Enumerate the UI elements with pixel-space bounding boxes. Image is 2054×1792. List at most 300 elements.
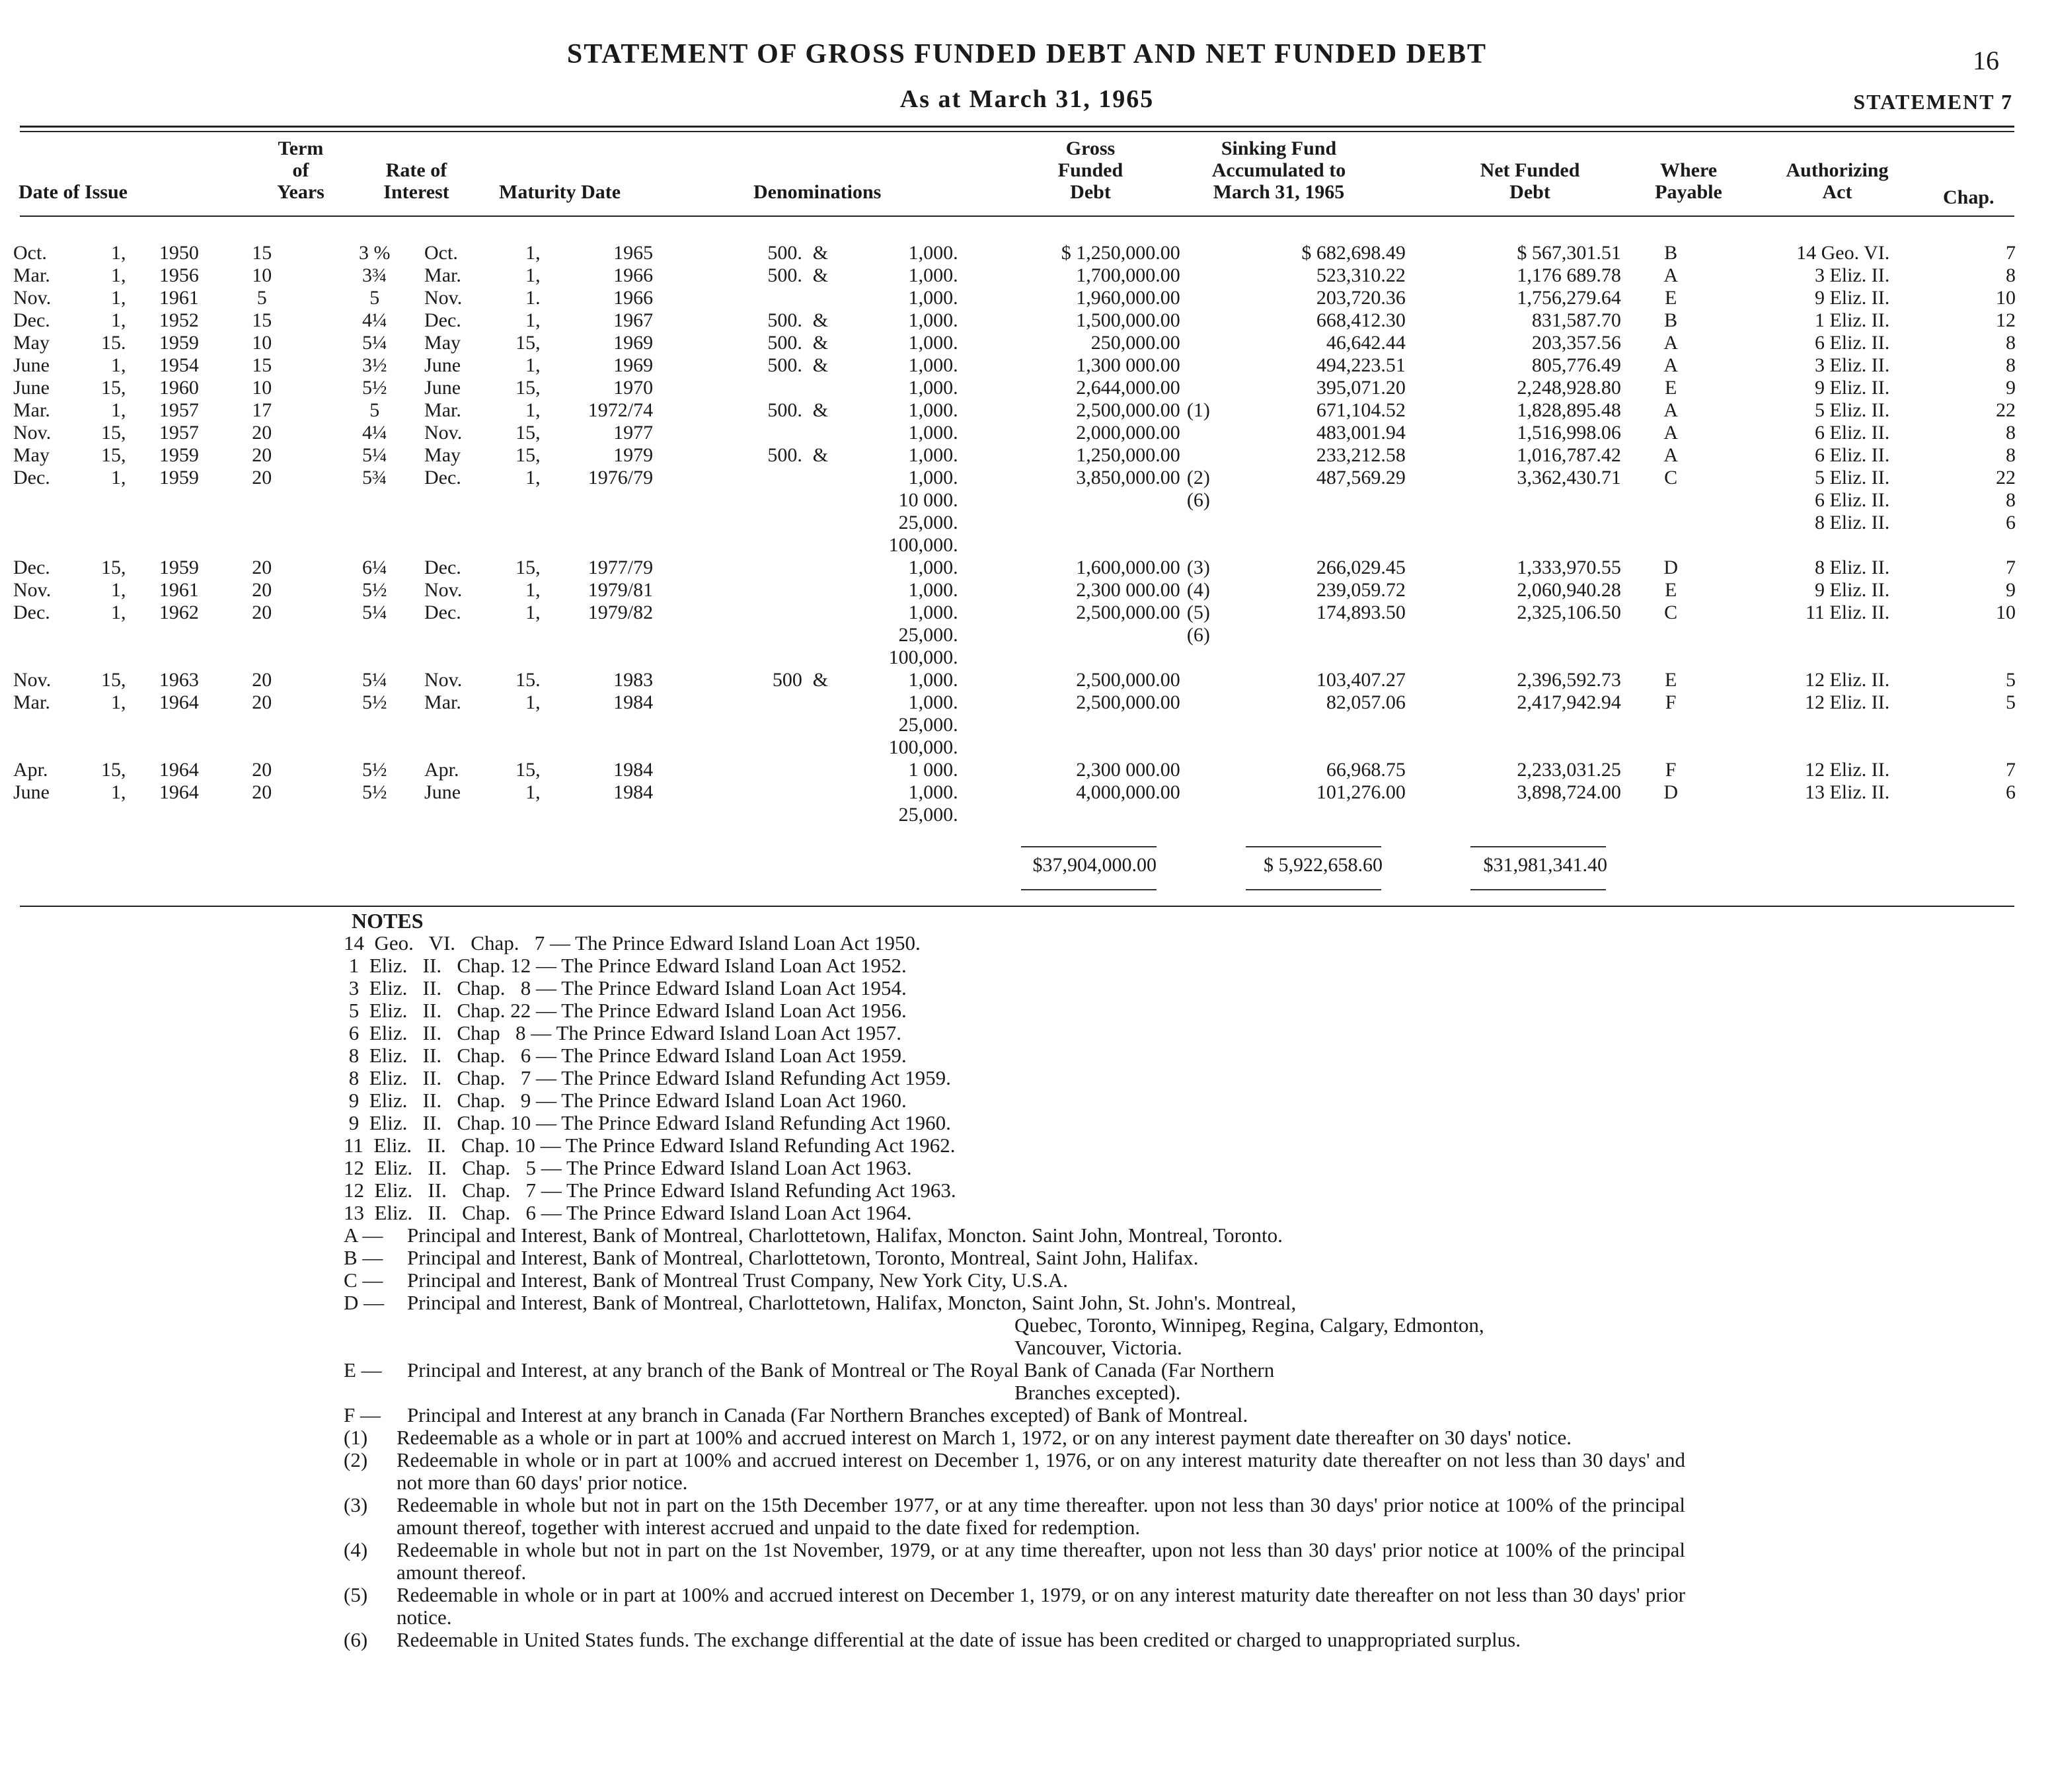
cell-gross: 1,250,000.00 — [1076, 444, 1180, 466]
cell-amp — [802, 691, 839, 714]
table-row — [13, 377, 2016, 399]
cell-term: 20 — [252, 579, 272, 601]
cell-where: D — [1663, 557, 1678, 578]
cell-net: 1,756,279.64 — [1517, 287, 1621, 309]
cell-gn: (1) — [1186, 399, 1210, 421]
cell-net: 2,248,928.80 — [1517, 377, 1621, 399]
cell-term: 17 — [252, 399, 272, 421]
act-note: 9 Eliz. II. Chap. 10 — The Prince Edward Island Refunding Act 1960. — [344, 1111, 951, 1134]
cell-act: 12 Eliz. II. — [1804, 691, 1890, 713]
cell-mm — [424, 714, 490, 736]
cell-amp — [802, 512, 839, 534]
col-net: Net Funded Debt — [1480, 159, 1580, 203]
payable-note — [344, 1247, 2022, 1269]
cell-net: 1,176 689.78 — [1517, 264, 1621, 286]
header-rule-double — [20, 131, 2014, 132]
cell-md: 1, — [525, 467, 541, 488]
cell-mm: Nov. — [424, 669, 463, 691]
footnote — [344, 1449, 2022, 1494]
cell-mm — [424, 804, 490, 826]
cell-d1 — [653, 624, 802, 646]
cell-gn — [1180, 714, 1217, 736]
cell-amp: & — [812, 399, 829, 421]
cell-net: 203,357.56 — [1531, 332, 1621, 354]
cell-id: 1, — [111, 287, 126, 309]
cell-gross: 2,500,000.00 — [1076, 691, 1180, 713]
cell-id: 15, — [101, 422, 126, 444]
cell-where: C — [1664, 467, 1678, 488]
payable-text: Principal and Interest, Bank of Montreal, Charlottetown, Halifax, Moncton, Saint John, St. John's. Montreal, — [407, 1291, 1297, 1314]
cell-chap — [1889, 534, 2016, 557]
cell-im: Nov. — [13, 287, 52, 309]
payable-note — [344, 1359, 2022, 1382]
cell-where: A — [1663, 354, 1678, 376]
cell-mm — [424, 512, 490, 534]
table-row — [13, 489, 2016, 512]
cell-md: 1, — [525, 602, 541, 623]
table-row — [13, 646, 2016, 669]
cell-rate: 5¼ — [362, 669, 387, 691]
cell-sink: 494,223.51 — [1316, 354, 1406, 376]
cell-gn: (2) — [1186, 467, 1210, 488]
header-rule-bottom — [20, 215, 2014, 217]
cell-md: 15, — [515, 759, 541, 781]
cell-iy: 1954 — [159, 354, 199, 376]
act-note: 3 Eliz. II. Chap. 8 — The Prince Edward Island Loan Act 1954. — [344, 976, 907, 999]
cell-amp: & — [812, 444, 829, 466]
total-sinking-fund: $ 5,922,658.60 — [1264, 854, 1383, 876]
cell-md: 1, — [525, 242, 541, 264]
table-row — [13, 624, 2016, 646]
cell-chap: 5 — [2006, 691, 2016, 713]
cell-im — [13, 714, 86, 736]
cell-iy: 1959 — [159, 444, 199, 466]
cell-d2: 1,000. — [908, 242, 958, 264]
cell-chap: 7 — [2006, 759, 2016, 781]
cell-my — [541, 624, 654, 646]
cell-amp: & — [812, 264, 829, 286]
cell-d1 — [653, 534, 802, 557]
footnote-text: Redeemable in United States funds. The exchange differential at the date of issue has been credited or charged to unappropriated surplus. — [397, 1628, 1521, 1651]
cell-gn — [1180, 512, 1217, 534]
cell-rate — [325, 512, 424, 534]
cell-mm: Dec. — [424, 602, 461, 623]
cell-gross: 250,000.00 — [1090, 332, 1180, 354]
cell-d1 — [653, 557, 802, 579]
footnotes-list — [344, 1426, 2022, 1651]
cell-im: June — [13, 354, 50, 376]
cell-iy — [126, 736, 199, 759]
cell-amp — [802, 489, 839, 512]
cell-d1 — [653, 579, 802, 602]
page-number: 16 — [1973, 46, 1999, 75]
cell-mm: Dec. — [424, 467, 461, 488]
cell-d1 — [653, 602, 802, 624]
cell-term: 20 — [252, 444, 272, 466]
footnote-text: Redeemable in whole or in part at 100% and accrued interest on December 1, 1979, or on any interest maturity date thereafter on not less than 30 days' prior notice. — [397, 1583, 1685, 1629]
act-note: 6 Eliz. II. Chap 8 — The Prince Edward Island Loan Act 1957. — [344, 1021, 901, 1044]
cell-my — [541, 512, 654, 534]
cell-d1: 500. — [767, 354, 802, 376]
cell-rate: 5¾ — [362, 467, 387, 488]
cell-where — [1621, 714, 1720, 736]
cell-my: 1967 — [613, 309, 654, 331]
notes-section — [344, 910, 2022, 1651]
cell-md — [490, 736, 540, 759]
cell-amp — [802, 467, 839, 489]
cell-act: 1 Eliz. II. — [1814, 309, 1890, 331]
cell-net: 2,417,942.94 — [1517, 691, 1621, 713]
cell-d2: 1,000. — [908, 287, 958, 309]
footnote — [344, 1539, 2022, 1584]
cell-my: 1979/82 — [588, 602, 654, 623]
cell-iy: 1950 — [159, 242, 199, 264]
cell-iy: 1961 — [159, 287, 199, 309]
col-where-payable: Where Payable — [1655, 159, 1722, 203]
act-note: 1 Eliz. II. Chap. 12 — The Prince Edward Island Loan Act 1952. — [344, 954, 907, 977]
act-note: 8 Eliz. II. Chap. 7 — The Prince Edward Island Refunding Act 1959. — [344, 1066, 951, 1089]
cell-id: 1, — [111, 242, 126, 264]
cell-my: 1977/79 — [588, 557, 654, 578]
cell-sink: 487,569.29 — [1316, 467, 1406, 488]
cell-act — [1720, 534, 1889, 557]
payable-note — [344, 1404, 2022, 1426]
cell-iy: 1963 — [159, 669, 199, 691]
cell-id — [86, 646, 126, 669]
cell-md — [490, 624, 540, 646]
debt-table — [13, 242, 2016, 826]
cell-id: 15, — [101, 557, 126, 578]
payable-note — [344, 1292, 2022, 1314]
cell-act: 8 Eliz. II. — [1814, 512, 1890, 533]
cell-iy: 1956 — [159, 264, 199, 286]
cell-iy — [126, 804, 199, 826]
cell-term — [199, 804, 325, 826]
cell-term — [199, 624, 325, 646]
act-note: 5 Eliz. II. Chap. 22 — The Prince Edward Island Loan Act 1956. — [344, 999, 907, 1022]
cell-act: 11 Eliz. II. — [1806, 602, 1890, 623]
cell-term — [199, 512, 325, 534]
cell-im: May — [13, 332, 50, 354]
cell-act: 6 Eliz. II. — [1814, 332, 1890, 354]
cell-sink — [1217, 489, 1406, 512]
cell-im: Nov. — [13, 579, 52, 601]
cell-where: E — [1664, 287, 1677, 309]
act-note: 13 Eliz. II. Chap. 6 — The Prince Edward Island Loan Act 1964. — [344, 1201, 912, 1224]
payable-text-continued: Quebec, Toronto, Winnipeg, Regina, Calgary, Edmonton, — [1014, 1313, 1484, 1337]
cell-id: 15, — [101, 444, 126, 466]
cell-gross — [958, 736, 1180, 759]
col-chap: Chap. — [1943, 186, 1995, 208]
cell-mm: Mar. — [424, 399, 461, 421]
cell-where: D — [1663, 781, 1678, 803]
cell-im — [13, 624, 86, 646]
cell-net: 1,333,970.55 — [1517, 557, 1621, 578]
col-date-of-issue: Date of Issue — [19, 181, 128, 203]
cell-md: 15, — [515, 557, 541, 578]
cell-net: 805,776.49 — [1531, 354, 1621, 376]
cell-im: Apr. — [13, 759, 48, 781]
cell-d2: 25,000. — [898, 512, 958, 533]
cell-sink — [1217, 512, 1406, 534]
cell-im: Dec. — [13, 467, 50, 488]
cell-amp — [802, 736, 839, 759]
table-row — [13, 691, 2016, 714]
total-rule-sink — [1246, 846, 1381, 847]
cell-act — [1720, 646, 1889, 669]
cell-amp — [802, 804, 839, 826]
cell-iy — [126, 534, 199, 557]
cell-amp: & — [812, 354, 829, 376]
cell-d2: 100,000. — [888, 534, 958, 556]
cell-d2: 1,000. — [908, 332, 958, 354]
cell-gross — [958, 714, 1180, 736]
col-denominations: Denominations — [753, 181, 882, 203]
cell-md — [490, 804, 540, 826]
cell-im: Mar. — [13, 264, 50, 286]
cell-gn — [1180, 377, 1217, 399]
cell-sink: 103,407.27 — [1316, 669, 1406, 691]
cell-d1: 500. — [767, 309, 802, 331]
cell-gn — [1180, 781, 1217, 804]
cell-im: June — [13, 377, 50, 399]
cell-md: 1, — [525, 354, 541, 376]
cell-id — [86, 512, 126, 534]
cell-my: 1979 — [613, 444, 654, 466]
payable-text: Principal and Interest, Bank of Montreal, Charlottetown, Halifax, Moncton. Saint John, Montreal, Toronto. — [407, 1224, 1283, 1247]
table-row — [13, 422, 2016, 444]
cell-im: Mar. — [13, 399, 50, 421]
footnote-key: (6) — [344, 1628, 368, 1651]
footnote-key: (4) — [344, 1538, 368, 1561]
cell-term: 10 — [252, 332, 272, 354]
cell-gross: 1,700,000.00 — [1076, 264, 1180, 286]
cell-rate: 4¼ — [362, 422, 387, 444]
cell-id: 1, — [111, 467, 126, 488]
table-row — [13, 354, 2016, 377]
cell-chap: 9 — [2006, 377, 2016, 399]
payable-key: C — — [344, 1268, 383, 1292]
cell-gn — [1180, 669, 1217, 691]
cell-id: 1, — [111, 691, 126, 713]
cell-id: 15, — [101, 669, 126, 691]
cell-term: 20 — [252, 602, 272, 623]
cell-amp — [802, 287, 839, 309]
cell-net: 2,060,940.28 — [1517, 579, 1621, 601]
cell-iy: 1959 — [159, 332, 199, 354]
cell-chap: 6 — [2006, 512, 2016, 533]
cell-rate: 5¼ — [362, 444, 387, 466]
cell-im — [13, 804, 86, 826]
cell-rate — [325, 714, 424, 736]
cell-chap: 8 — [2006, 332, 2016, 354]
cell-rate: 5¼ — [362, 332, 387, 354]
cell-act: 3 Eliz. II. — [1814, 354, 1890, 376]
cell-gross — [958, 804, 1180, 826]
column-headers — [0, 137, 2054, 210]
cell-iy: 1961 — [159, 579, 199, 601]
cell-act: 12 Eliz. II. — [1804, 669, 1890, 691]
table-row — [13, 669, 2016, 691]
cell-my: 1983 — [613, 669, 654, 691]
cell-sink: 395,071.20 — [1316, 377, 1406, 399]
cell-d2: 1,000. — [908, 264, 958, 286]
cell-md — [490, 646, 540, 669]
cell-term: 20 — [252, 422, 272, 444]
payable-text: Principal and Interest, at any branch of the Bank of Montreal or The Royal Bank of Canada (Far Northern — [407, 1358, 1275, 1382]
cell-amp: & — [812, 332, 829, 354]
cell-rate: 5½ — [362, 579, 387, 601]
cell-iy: 1964 — [159, 781, 199, 803]
cell-mm: May — [424, 332, 461, 354]
footnote — [344, 1629, 2022, 1651]
cell-d2: 100,000. — [888, 646, 958, 668]
cell-d2: 1,000. — [908, 579, 958, 601]
cell-gn — [1180, 691, 1217, 714]
cell-gn — [1180, 242, 1217, 264]
cell-gn: (6) — [1186, 624, 1210, 646]
cell-gn — [1180, 759, 1217, 781]
cell-amp — [802, 422, 839, 444]
footnote-text: Redeemable in whole or in part at 100% and accrued interest on December 1, 1976, or on any interest maturity date thereafter on not less than 30 days' and not more than 60 days' prior notice. — [397, 1448, 1685, 1494]
cell-im: Nov. — [13, 422, 52, 444]
cell-my: 1965 — [613, 242, 654, 264]
cell-iy: 1959 — [159, 467, 199, 488]
cell-chap: 8 — [2006, 422, 2016, 444]
cell-net: 2,233,031.25 — [1517, 759, 1621, 781]
cell-gross — [958, 489, 1180, 512]
cell-d2: 1,000. — [908, 399, 958, 421]
cell-mm: June — [424, 781, 461, 803]
cell-gross: 3,850,000.00 — [1076, 467, 1180, 488]
page-title: STATEMENT OF GROSS FUNDED DEBT AND NET FUNDED DEBT — [566, 39, 1488, 69]
notes-title: NOTES — [352, 909, 424, 933]
cell-sink: 266,029.45 — [1316, 557, 1406, 578]
cell-sink — [1217, 534, 1406, 557]
notes-rule — [20, 906, 2014, 907]
cell-my: 1984 — [613, 691, 654, 713]
cell-term: 20 — [252, 557, 272, 578]
cell-mm — [424, 534, 490, 557]
cell-sink: 239,059.72 — [1316, 579, 1406, 601]
total-underline-gross — [1021, 889, 1157, 890]
cell-act: 9 Eliz. II. — [1814, 579, 1890, 601]
cell-term: 20 — [252, 759, 272, 781]
cell-mm: June — [424, 354, 461, 376]
cell-d1 — [653, 512, 802, 534]
cell-md: 1, — [525, 309, 541, 331]
cell-act: 3 Eliz. II. — [1814, 264, 1890, 286]
cell-im: Oct. — [13, 242, 47, 264]
cell-rate — [325, 804, 424, 826]
cell-mm — [424, 646, 490, 669]
cell-id: 1, — [111, 399, 126, 421]
cell-d1: 500. — [767, 332, 802, 354]
cell-md — [490, 534, 540, 557]
payable-text-continued: Branches excepted). — [1014, 1381, 1181, 1404]
cell-im: Mar. — [13, 691, 50, 713]
cell-im — [13, 736, 86, 759]
cell-iy: 1957 — [159, 422, 199, 444]
header-rule-top — [20, 126, 2014, 128]
cell-rate: 5½ — [362, 781, 387, 803]
cell-md: 15, — [515, 377, 541, 399]
cell-term: 20 — [252, 691, 272, 713]
cell-gross — [958, 512, 1180, 534]
cell-term: 15 — [252, 354, 272, 376]
cell-d1 — [653, 804, 802, 826]
cell-my — [541, 489, 654, 512]
cell-sink: 174,893.50 — [1316, 602, 1406, 623]
cell-d2: 25,000. — [898, 804, 958, 826]
cell-md: 15, — [515, 422, 541, 444]
payable-key: D — — [344, 1291, 385, 1314]
cell-rate: 5½ — [362, 377, 387, 399]
table-row — [13, 736, 2016, 759]
cell-gross — [958, 624, 1180, 646]
cell-net: 831,587.70 — [1531, 309, 1621, 331]
cell-d2: 1,000. — [908, 557, 958, 578]
cell-term — [199, 736, 325, 759]
cell-act: 6 Eliz. II. — [1814, 422, 1890, 444]
cell-id: 1, — [111, 602, 126, 623]
cell-amp — [802, 602, 839, 624]
cell-act: 12 Eliz. II. — [1804, 759, 1890, 781]
cell-sink — [1217, 714, 1406, 736]
cell-gn — [1180, 264, 1217, 287]
payable-key: A — — [344, 1224, 383, 1247]
cell-amp — [802, 557, 839, 579]
payable-key: E — — [344, 1358, 382, 1382]
cell-chap: 8 — [2006, 354, 2016, 376]
cell-d2: 1,000. — [908, 691, 958, 713]
cell-d2: 1,000. — [908, 602, 958, 623]
cell-net — [1406, 489, 1621, 512]
cell-gn — [1180, 736, 1217, 759]
cell-act: 9 Eliz. II. — [1814, 287, 1890, 309]
cell-act: 9 Eliz. II. — [1814, 377, 1890, 399]
cell-mm — [424, 736, 490, 759]
cell-im: Nov. — [13, 669, 52, 691]
cell-sink: 671,104.52 — [1316, 399, 1406, 421]
cell-rate: 3½ — [362, 354, 387, 376]
cell-sink: 46,642.44 — [1326, 332, 1406, 354]
cell-where: C — [1664, 602, 1678, 623]
cell-id — [86, 624, 126, 646]
cell-where: E — [1664, 579, 1677, 601]
cell-rate: 4¼ — [362, 309, 387, 331]
cell-mm — [424, 489, 490, 512]
cell-d2: 25,000. — [898, 714, 958, 736]
payable-note — [344, 1224, 2022, 1247]
cell-d1 — [653, 714, 802, 736]
cell-mm: Apr. — [424, 759, 459, 781]
table-row — [13, 399, 2016, 422]
cell-iy — [126, 624, 199, 646]
cell-my: 1966 — [613, 287, 654, 309]
cell-im — [13, 512, 86, 534]
cell-term: 20 — [252, 669, 272, 691]
cell-chap — [1889, 804, 2016, 826]
cell-gross: 1,300 000.00 — [1076, 354, 1180, 376]
cell-where: A — [1663, 422, 1678, 444]
cell-act — [1720, 714, 1889, 736]
cell-gross: 2,000,000.00 — [1076, 422, 1180, 444]
cell-im: Dec. — [13, 309, 50, 331]
statement-label: STATEMENT 7 — [1853, 90, 2013, 114]
cell-d1: 500. — [767, 242, 802, 264]
cell-my — [541, 646, 654, 669]
